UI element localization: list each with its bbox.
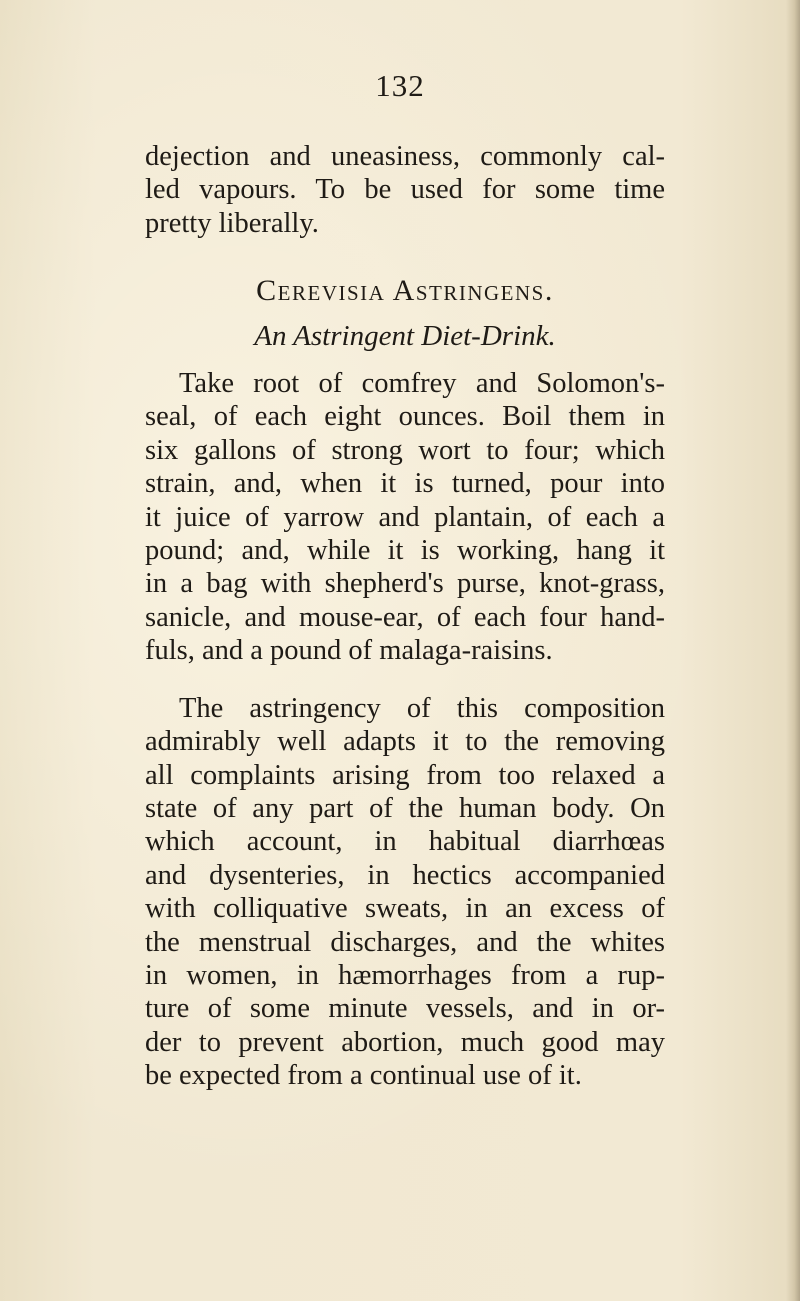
text-line: strain, and, when it is turned, pour into xyxy=(145,468,665,500)
text-line: der to prevent abortion, much good may xyxy=(145,1026,665,1058)
recipe-title: Cerevisia Astringens. xyxy=(256,274,554,308)
recipe-paragraph-2 xyxy=(145,692,665,1093)
text-line: six gallons of strong wort to four; which xyxy=(145,434,665,466)
text-line: led vapours. To be used for some time xyxy=(145,174,665,206)
text-line: state of any part of the human body. On xyxy=(145,792,665,824)
text-line: be expected from a continual use of it. xyxy=(145,1060,582,1092)
text-line: seal, of each eight ounces. Boil them in xyxy=(145,401,665,433)
page-body xyxy=(145,140,665,1093)
text-line: pound; and, while it is working, hang it xyxy=(145,535,665,567)
text-line: The astringency of this composition xyxy=(179,692,665,724)
recipe-paragraph-1 xyxy=(145,367,665,668)
text-line: and dysenteries, in hectics accompanied xyxy=(145,859,665,891)
text-line: sanicle, and mouse-ear, of each four hand- xyxy=(145,601,665,633)
text-line: it juice of yarrow and plantain, of each a xyxy=(145,501,665,533)
text-line: with colliquative sweats, in an excess of xyxy=(145,893,665,925)
page-edge-shadow xyxy=(786,0,800,1301)
text-line: which account, in habitual diarrhœas xyxy=(145,826,665,858)
page-number: 132 xyxy=(375,68,425,103)
continuation-paragraph xyxy=(145,140,665,240)
paragraph-gap xyxy=(145,668,665,692)
text-line: in a bag with shepherd's purse, knot-grass, xyxy=(145,568,665,600)
text-line: fuls, and a pound of malaga-raisins. xyxy=(145,635,553,667)
text-line: dejection and uneasiness, commonly cal- xyxy=(145,141,665,172)
text-line: ture of some minute vessels, and in or- xyxy=(145,993,665,1025)
text-line: Take root of comfrey and Solomon's- xyxy=(179,368,665,400)
text-line: the menstrual discharges, and the whites xyxy=(145,926,665,958)
text-line: in women, in hæmorrhages from a rup- xyxy=(145,959,665,991)
recipe-subtitle: An Astringent Diet-Drink. xyxy=(254,319,556,352)
text-line: pretty liberally. xyxy=(145,207,319,239)
text-line: admirably well adapts it to the removing xyxy=(145,726,665,758)
text-line: all complaints arising from too relaxed a xyxy=(145,759,665,791)
